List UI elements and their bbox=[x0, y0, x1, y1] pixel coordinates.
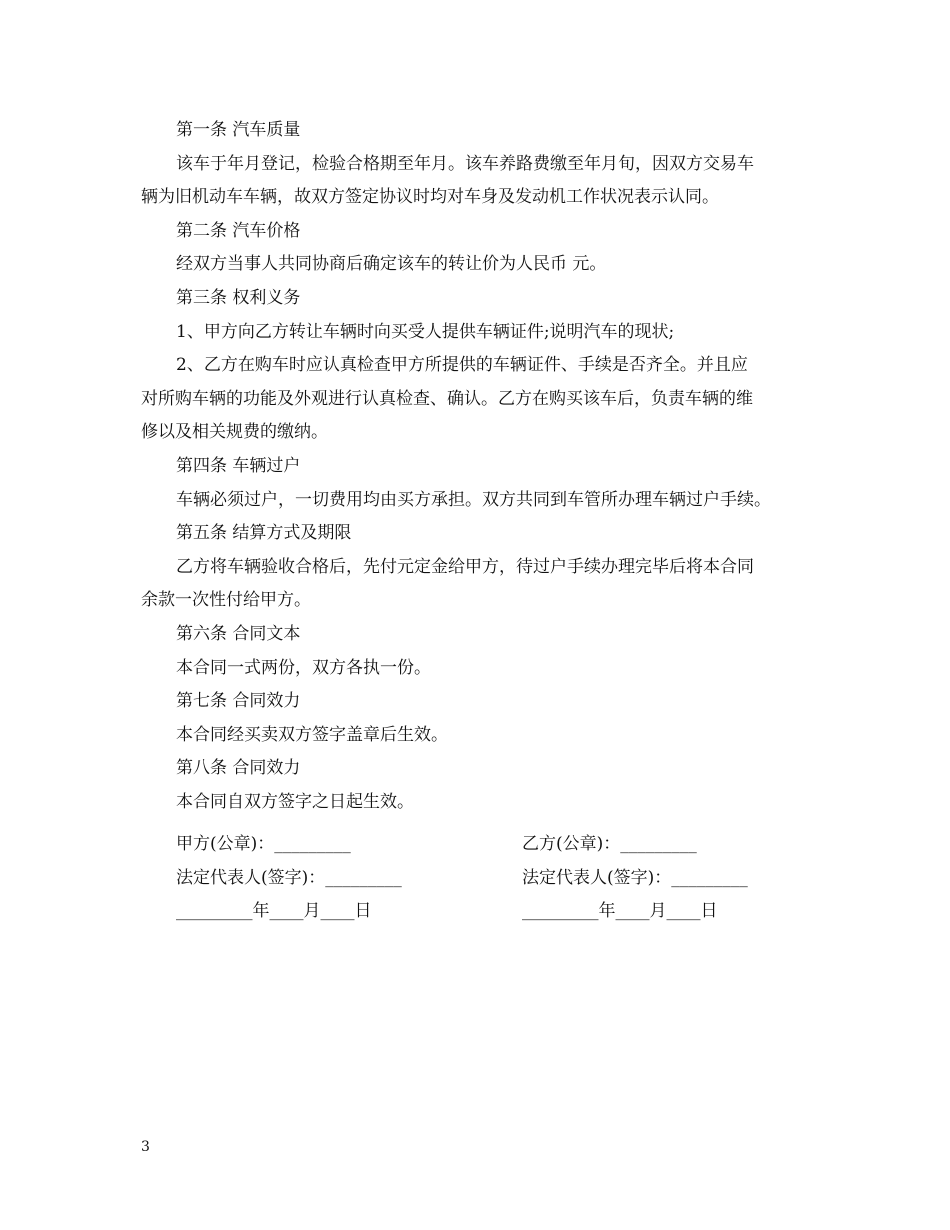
article-3-item-2-line-3: 修以及相关规费的缴纳。 bbox=[141, 422, 328, 443]
article-8-text: 本合同自双方签字之日起生效。 bbox=[176, 791, 414, 812]
article-1-text-line-1: 该车于年月登记，检验合格期至年月。该车养路费缴至年月旬，因双方交易车 bbox=[176, 153, 754, 174]
party-a-representative: 法定代表人(签字)：_________ bbox=[176, 867, 402, 888]
article-5-text-line-2: 余款一次性付给甲方。 bbox=[141, 590, 311, 611]
signature-block bbox=[176, 828, 836, 929]
article-8-heading: 第八条 合同效力 bbox=[176, 758, 301, 779]
article-6-heading: 第六条 合同文本 bbox=[176, 623, 301, 644]
article-7-heading: 第七条 合同效力 bbox=[176, 691, 301, 712]
article-5-text-line-1: 乙方将车辆验收合格后，先付元定金给甲方，待过户手续办理完毕后将本合同 bbox=[176, 556, 754, 577]
article-6-text: 本合同一式两份，双方各执一份。 bbox=[176, 657, 431, 678]
article-4-heading: 第四条 车辆过户 bbox=[176, 455, 301, 476]
party-a-date: _________年____月____日 bbox=[176, 901, 372, 922]
article-1-heading: 第一条 汽车质量 bbox=[176, 120, 301, 140]
article-3-heading: 第三条 权利义务 bbox=[176, 287, 301, 308]
article-3-item-2-line-2: 对所购车辆的功能及外观进行认真检查、确认。乙方在购买该车后，负责车辆的维 bbox=[141, 388, 753, 409]
article-3-item-1: 1、甲方向乙方转让车辆时向买受人提供车辆证件;说明汽车的现状; bbox=[176, 321, 675, 342]
party-b-representative: 法定代表人(签字)：_________ bbox=[522, 867, 748, 888]
party-a-seal: 甲方(公章)：_________ bbox=[176, 834, 351, 854]
article-4-text: 车辆必须过户，一切费用均由买方承担。双方共同到车管所办理车辆过户手续。 bbox=[176, 489, 771, 510]
article-5-heading: 第五条 结算方式及期限 bbox=[176, 523, 352, 544]
page-number: 3 bbox=[141, 1139, 150, 1155]
article-2-heading: 第二条 汽车价格 bbox=[176, 220, 301, 241]
contract-body bbox=[141, 114, 831, 819]
signature-row-date bbox=[176, 895, 836, 929]
article-2-text: 经双方当事人共同协商后确定该车的转让价为人民币 元。 bbox=[176, 254, 607, 275]
article-1-text-line-2: 辆为旧机动车车辆，故双方签定协议时均对车身及发动机工作状况表示认同。 bbox=[141, 187, 719, 208]
signature-row-seal bbox=[176, 828, 836, 862]
article-3-item-2-line-1: 2、乙方在购车时应认真检查甲方所提供的车辆证件、手续是否齐全。并且应 bbox=[176, 355, 748, 376]
party-b-seal: 乙方(公章)：_________ bbox=[522, 834, 697, 854]
signature-row-representative bbox=[176, 862, 836, 896]
article-7-text: 本合同经买卖双方签字盖章后生效。 bbox=[176, 724, 448, 745]
party-b-date: _________年____月____日 bbox=[522, 901, 718, 922]
